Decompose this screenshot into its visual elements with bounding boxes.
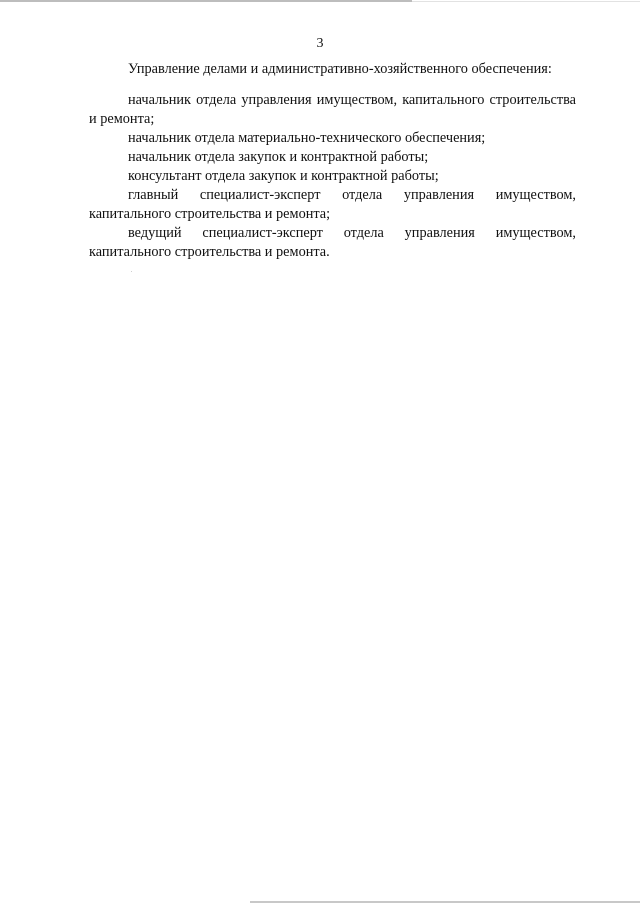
position-item: начальник отдела управления имуществом, капитального строительства и ремонта;: [89, 92, 576, 127]
page-number: 3: [316, 36, 324, 51]
position-item: начальник отдела материально-технического обеспечения;: [128, 130, 486, 146]
scan-edge-bottom: [250, 901, 640, 903]
scan-speck: [131, 271, 132, 272]
position-item: главный специалист-эксперт отдела управления имуществом, капитального строительства и ремонта;: [89, 187, 576, 222]
section-heading: Управление делами и административно-хозяйственного обеспечения:: [128, 61, 552, 77]
scan-edge-top: [0, 0, 412, 2]
document-body: [89, 60, 576, 262]
position-item: консультант отдела закупок и контрактной работы;: [128, 168, 439, 184]
position-item: начальник отдела закупок и контрактной работы;: [128, 149, 429, 165]
position-item: ведущий специалист-эксперт отдела управления имуществом, капитального строительства и ремонта.: [89, 225, 576, 260]
scan-edge-top-faint: [412, 1, 640, 2]
